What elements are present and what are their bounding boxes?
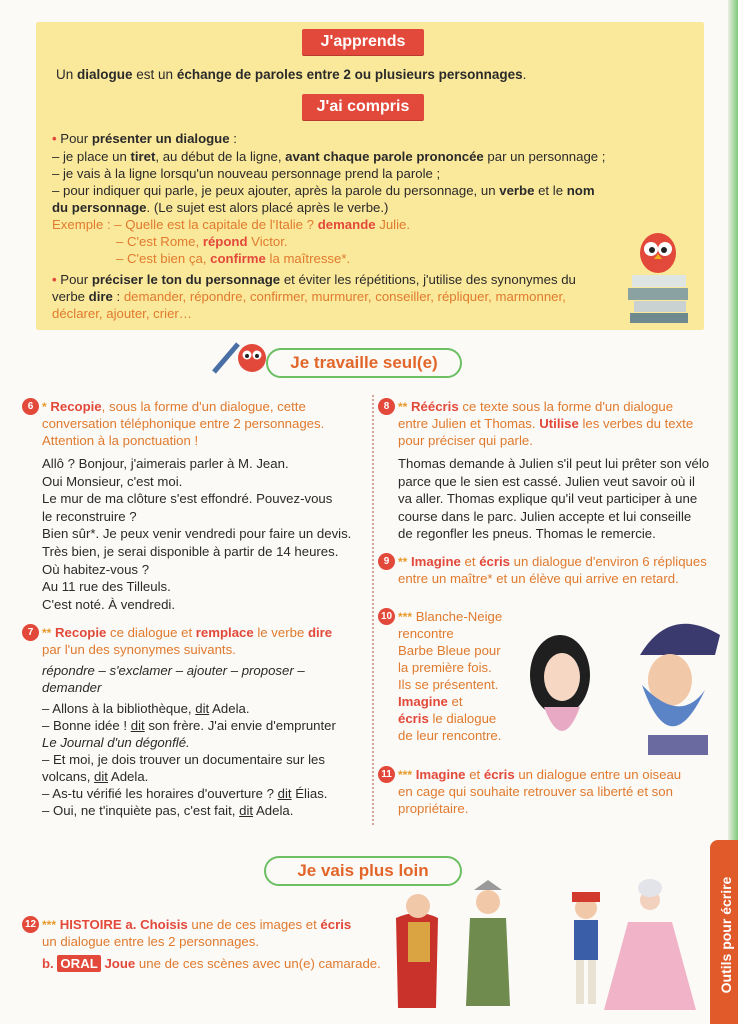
ex6-text-line: le reconstruire ?: [42, 508, 137, 524]
ex11-instruction-2: en cage qui souhaite retrouver sa liberté et son: [398, 784, 673, 799]
ex6-text-line: Allô ? Bonjour, j'aimerais parler à M. Jean.: [42, 456, 289, 471]
ex6-text-line: C'est noté. À vendredi.: [42, 596, 176, 612]
ex11-instruction-3: propriétaire.: [398, 801, 469, 816]
ex6-text-line: Au 11 rue des Tilleuls.: [42, 579, 171, 595]
ex12-instruction-1: *** HISTOIRE a. Choisis une de ces images et écris: [42, 917, 352, 932]
rule-line-1: – je place un tiret, au début de la ligne, avant chaque parole prononcée par un personnage ;: [52, 149, 606, 164]
history-characters-illustration: [388, 878, 706, 1020]
owl-on-books-illustration: [626, 225, 692, 327]
ex7-dialogue-3: Le Journal d'un dégonflé.: [42, 735, 190, 750]
section-je-travaille-seul: Je travaille seul(e): [266, 348, 462, 378]
rule-bullet-2: • Pour préciser le ton du personnage et éviter les répétitions, j'utilise des synonymes du: [52, 272, 576, 287]
ex7-dialogue-7: – Oui, ne t'inquiète pas, c'est fait, dit Adela.: [42, 803, 294, 818]
ex10-line-5: Ils se présentent.: [398, 677, 499, 692]
ex7-dialogue-6: – As-tu vérifié les horaires d'ouverture ? dit Élias.: [42, 786, 328, 801]
ex7-instruction-2: par l'un des synonymes suivants.: [42, 642, 236, 657]
jai-compris-title: J'ai compris: [302, 94, 424, 120]
ex7-instruction-1: ** Recopie ce dialogue et remplace le verbe dire: [42, 625, 333, 640]
exercise-12-number: 12: [22, 916, 39, 933]
exercise-6-number: 6: [22, 398, 39, 415]
ex10-line-8: de leur rencontre.: [398, 728, 502, 743]
rule-bullet-2-line-2: verbe dire : demander, répondre, confirmer, murmurer, conseiller, répliquer, marmonner,: [52, 289, 566, 304]
example-line-3: – C'est bien ça, confirme la maîtresse*.: [116, 251, 351, 266]
ex9-instruction-1: ** Imagine et écris un dialogue d'environ 6 répliques: [398, 554, 707, 569]
exercise-11-number: 11: [378, 766, 395, 783]
example-line-1: Exemple : – Quelle est la capitale de l'Italie ? demande Julie.: [52, 217, 411, 232]
ex7-synonyms-2: demander: [42, 680, 102, 695]
section-je-vais-plus-loin: Je vais plus loin: [264, 856, 462, 886]
ex12-instruction-3: b. ORAL Joue une de ces scènes avec un(e) camarade.: [42, 956, 381, 971]
side-tab-outils-pour-ecrire[interactable]: Outils pour écrire: [710, 840, 738, 1024]
ex7-dialogue-5: volcans, dit Adela.: [42, 769, 149, 784]
ex8-text-line: Thomas demande à Julien s'il peut lui prêter son vélo: [398, 456, 710, 471]
ex8-text-line: de regonfler les pneus. Thomas le remercie.: [398, 526, 656, 542]
ex6-text-line: Bien sûr*. Je peux venir vendredi pour faire un devis.: [42, 526, 352, 542]
ex10-line-3: Barbe Bleue pour: [398, 643, 501, 658]
ex7-dialogue-1: – Allons à la bibliothèque, dit Adela.: [42, 701, 250, 716]
ex12-instruction-2: un dialogue entre les 2 personnages.: [42, 934, 260, 949]
ex8-instruction-2: entre Julien et Thomas. Utilise les verbes du texte: [398, 416, 694, 431]
definition: Un dialogue est un échange de paroles entre 2 ou plusieurs personnages.: [56, 67, 527, 82]
ex8-instruction-1: ** Réécris ce texte sous la forme d'un dialogue: [398, 399, 674, 414]
rule-line-3: – pour indiquer qui parle, je peux ajouter, après la parole du personnage, un verbe et le nom: [52, 183, 595, 198]
ex6-text-line: Très bien, je serai disponible à partir de 14 heures.: [42, 544, 339, 559]
japprends-title: J'apprends: [302, 29, 424, 55]
exercise-7-number: 7: [22, 624, 39, 641]
ex8-text-line: va aller. Thomas explique qu'il veut participer à une: [398, 491, 698, 507]
ex7-dialogue-4: – Et moi, je dois trouver un documentaire sur les: [42, 752, 325, 767]
rule-line-4: du personnage. (Le sujet est alors placé après le verbe.): [52, 200, 389, 215]
ex6-text-line: Oui Monsieur, c'est moi.: [42, 473, 183, 489]
ex6-instruction-2: conversation téléphonique entre 2 personnages.: [42, 416, 325, 431]
ex6-instruction-1: * Recopie, sous la forme d'un dialogue, cette: [42, 399, 306, 414]
oral-tag: ORAL: [57, 955, 100, 972]
ex10-line-7: écris le dialogue: [398, 711, 497, 726]
column-divider: [372, 395, 374, 825]
ex10-line-1: *** Blanche-Neige: [398, 609, 503, 624]
exercise-10-number: 10: [378, 608, 395, 625]
pencil-owl-icon: [212, 336, 270, 376]
exercise-9-number: 9: [378, 553, 395, 570]
rule-bullet-2-line-3: déclarer, ajouter, crier…: [52, 306, 192, 321]
example-line-2: – C'est Rome, répond Victor.: [116, 234, 288, 249]
snow-white-bluebeard-illustration: [520, 595, 720, 755]
ex11-instruction-1: *** Imagine et écris un dialogue entre un oiseau: [398, 767, 682, 782]
ex7-synonyms-1: répondre – s'exclamer – ajouter – proposer –: [42, 663, 305, 678]
ex6-instruction-3: Attention à la ponctuation !: [42, 433, 199, 448]
rule-line-2: – je vais à la ligne lorsqu'un nouveau personnage prend la parole ;: [52, 166, 441, 181]
ex7-dialogue-2: – Bonne idée ! dit son frère. J'ai envie d'emprunter: [42, 718, 336, 733]
ex8-text-line: course dans le parc. Julien accepte et lui conseille: [398, 508, 692, 524]
ex8-instruction-3: pour préciser qui parle.: [398, 433, 533, 448]
ex10-line-4: la première fois.: [398, 660, 492, 675]
rule-bullet-1: • Pour présenter un dialogue :: [52, 131, 237, 146]
ex9-instruction-2: entre un maître* et un élève qui arrive en retard.: [398, 571, 679, 586]
exercise-8-number: 8: [378, 398, 395, 415]
ex10-line-6: Imagine et: [398, 694, 463, 709]
ex8-text-line: parce que le sien est cassé. Julien veut savoir où il: [398, 473, 695, 489]
ex6-text-line: Où habitez-vous ?: [42, 561, 150, 577]
ex6-text-line: Le mur de ma clôture s'est effondré. Pouvez-vous: [42, 491, 333, 507]
ex10-line-2: rencontre: [398, 626, 454, 641]
